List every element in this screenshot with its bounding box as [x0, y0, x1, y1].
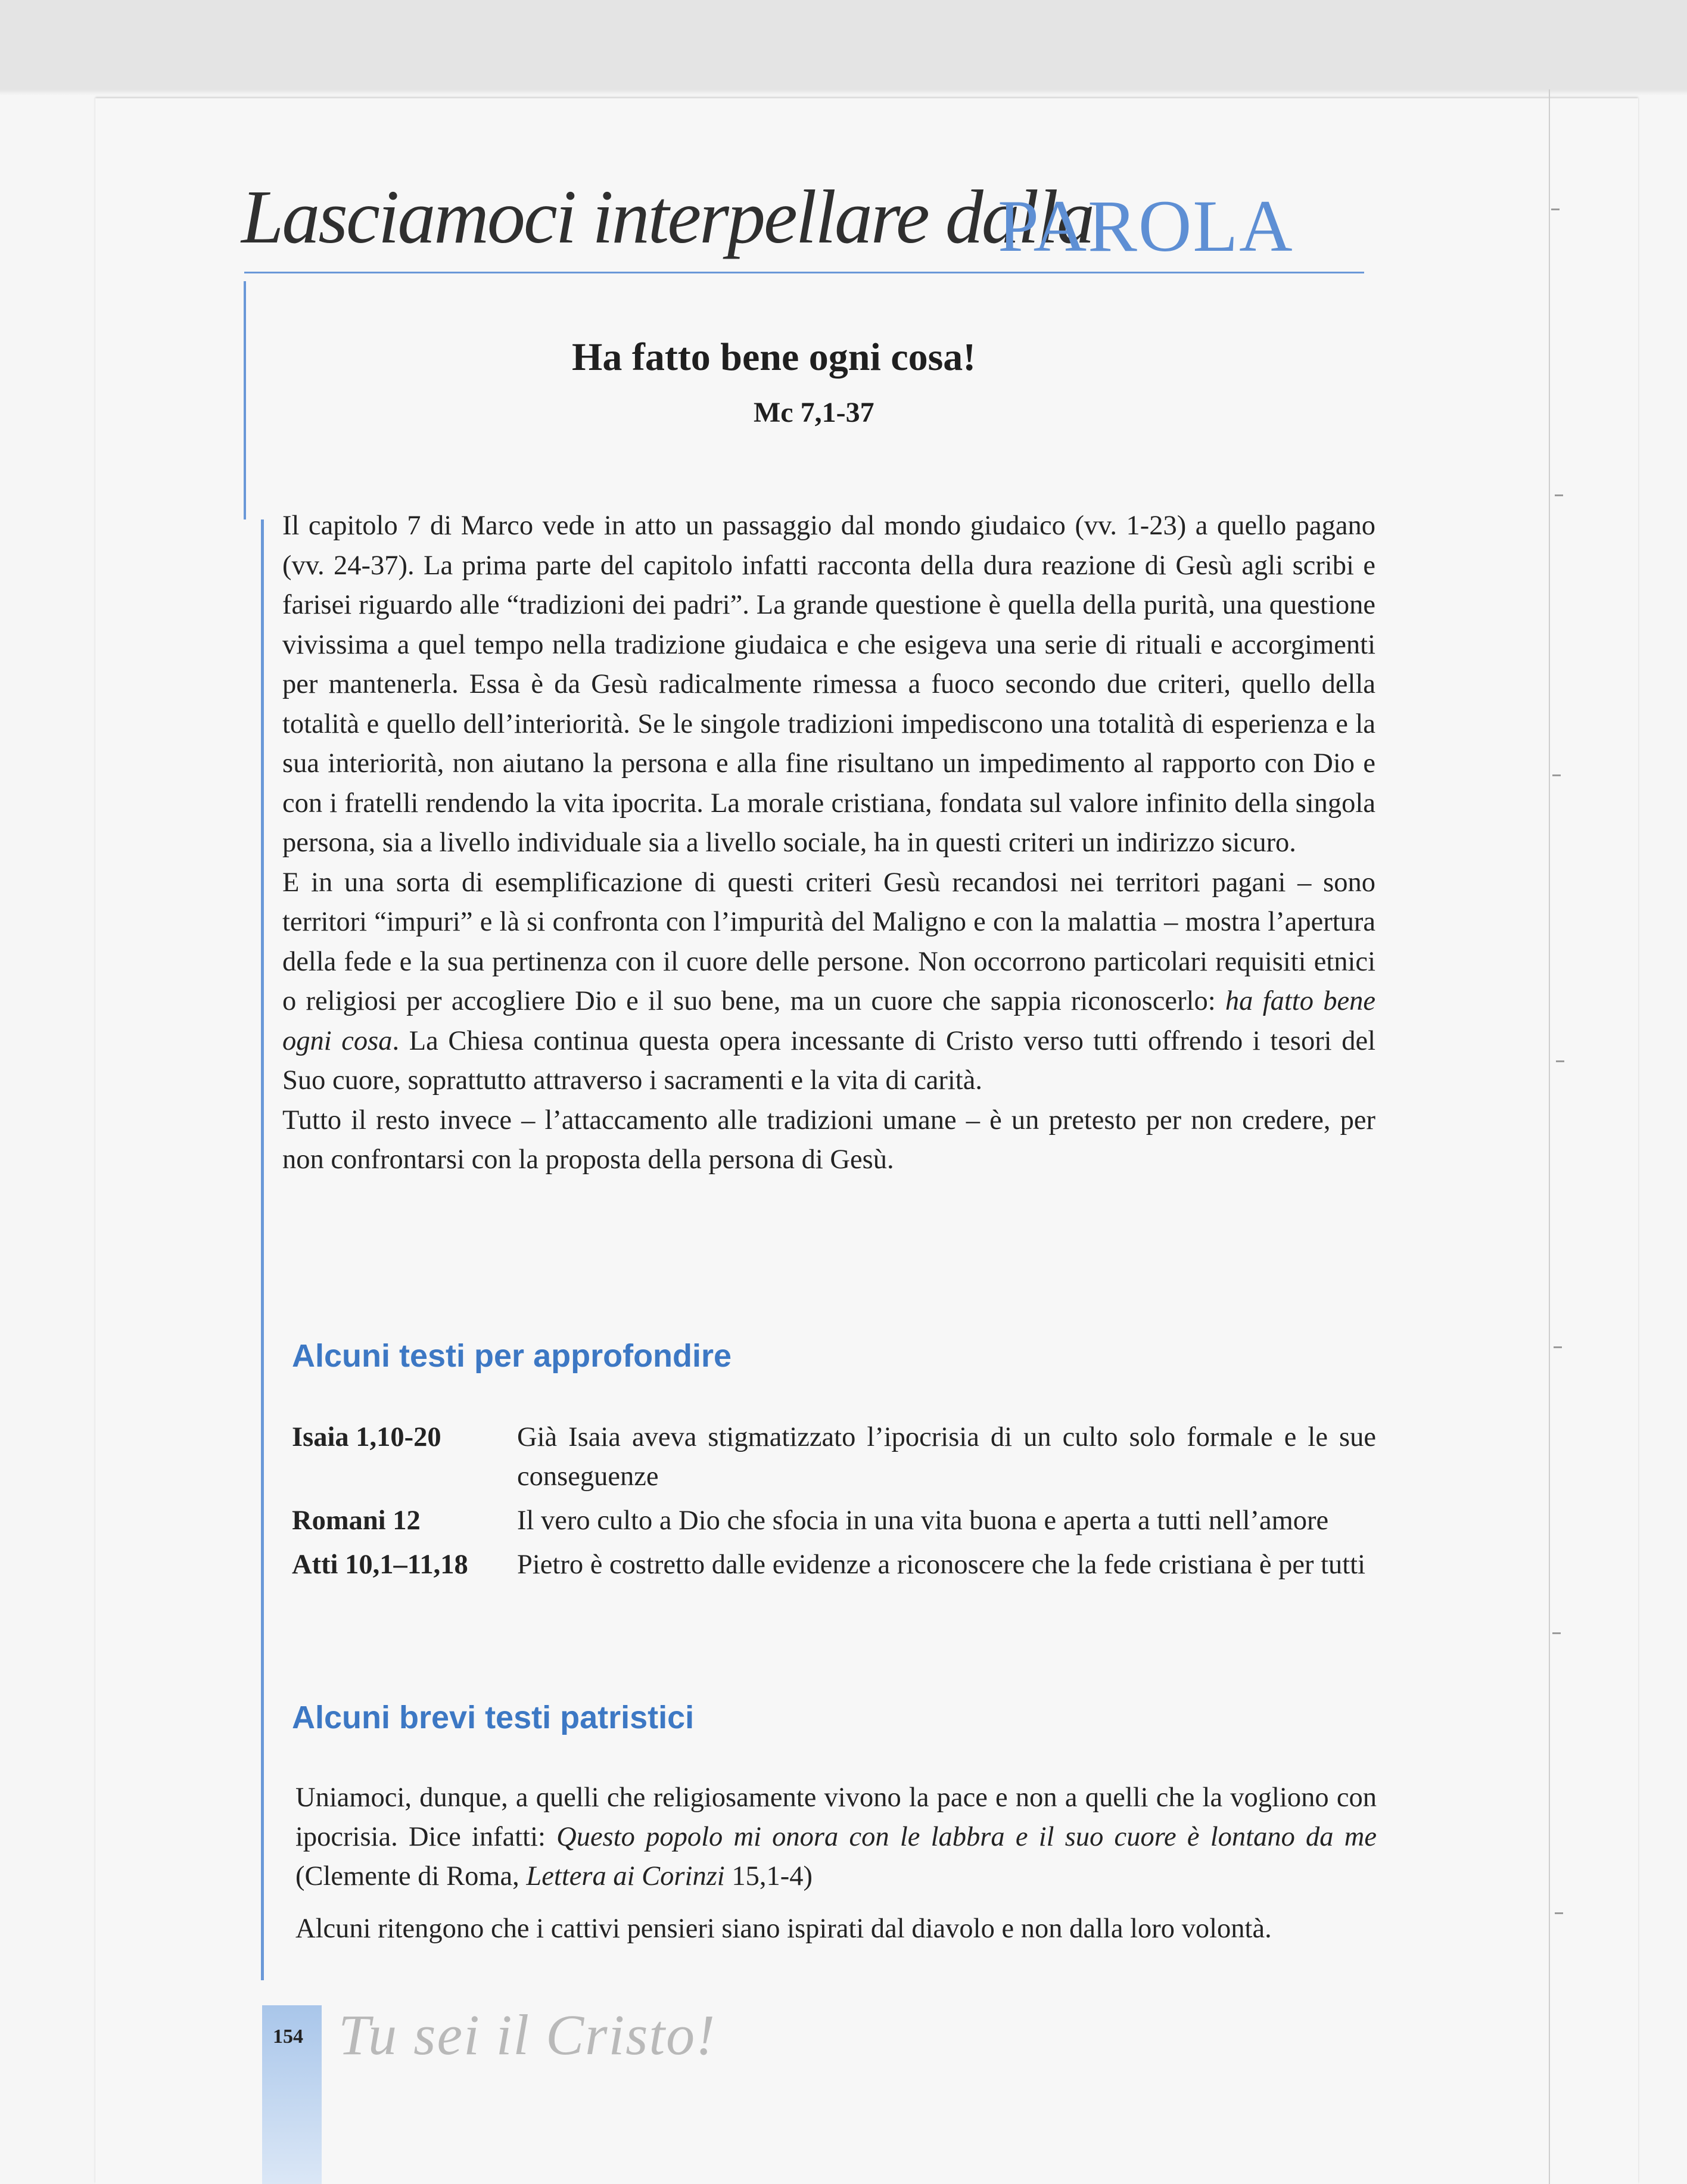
list-item [292, 1501, 1376, 1541]
quote-italic: Questo popolo mi onora con le labbra e il suo cuore è lontano da me [556, 1822, 1377, 1852]
running-title: Tu sei il Cristo! [338, 2003, 717, 2067]
edge-mark [1551, 209, 1560, 210]
paragraph-text: 15,1-4) [724, 1861, 813, 1891]
paragraph-text: . La Chiesa continua questa opera incessante di Cristo verso tutti offrendo i tesori del Suo cuore, soprattutto attraverso i sacramenti e la vita di carità. [282, 1025, 1375, 1096]
box-left-rule [261, 519, 264, 1980]
paragraph-text: Uniamoci, dunque, a quelli che religiosamente vivono la pace e non a quelli che la vogliono con ipocrisia. Dice infatti: [295, 1782, 1377, 1852]
box-left-rule-top [244, 281, 246, 519]
paragraph [295, 1778, 1377, 1896]
header-rule [244, 272, 1364, 273]
edge-mark [1555, 1912, 1563, 1914]
paragraph: Alcuni ritengono che i cattivi pensieri siano ispirati dal diavolo e non dalla loro volontà. [295, 1914, 1272, 1944]
patristic-heading: Alcuni brevi testi patristici [292, 1700, 695, 1735]
paragraph-italic-text: ha fatto bene ogni cosa [282, 986, 1375, 1056]
list-item [292, 1545, 1376, 1585]
page-right-edge [1549, 89, 1556, 2184]
edge-mark [1556, 1060, 1564, 1062]
section-header-title: Lasciamoci interpellare dalla [241, 175, 1093, 259]
edge-mark [1555, 494, 1563, 496]
reference-label: Isaia 1,10-20 [292, 1422, 441, 1452]
further-reading-heading: Alcuni testi per approfondire [292, 1338, 732, 1374]
edge-mark [1554, 1346, 1562, 1348]
article-title: Ha fatto bene ogni cosa! [572, 335, 976, 379]
article-reference: Mc 7,1-37 [754, 397, 874, 428]
reference-label: Atti 10,1–11,18 [292, 1550, 468, 1580]
section-header-emphasis: PAROLA [998, 185, 1294, 267]
article-body [282, 506, 1375, 1180]
page-number: 154 [273, 2026, 303, 2048]
paragraph: Il capitolo 7 di Marco vede in atto un passaggio dal mondo giudaico (vv. 1-23) a quello pagano (vv. 24-37). La prima parte del capitolo infatti racconta della dura reazione di Gesù agli scribi e farisei riguardo alle “tradizioni dei padri”. La grande questione è quella della purità, una questione vivissima a quel tempo nella tradizione giudaica e che esigeva una serie di rituali e accorgimenti per mantenerla. Essa è da Gesù radicalmente rimessa a fuoco secondo due criteri, quello della totalità e quello dell’interiorità. Se le singole tradizioni impediscono una totalità di esperienza e la sua interiorità, non aiutano la persona e alla fine risultano un impedimento al rapporto con Dio e con i fratelli rendendo la vita ipocrita. La morale cristiana, fondata sul valore infinito della singola persona, sia a livello individuale sia a livello sociale, ha in questi criteri un indirizzo sicuro. [282, 511, 1375, 858]
reference-description: Già Isaia aveva stigmatizzato l’ipocrisia di un culto solo formale e le sue conseguenze [517, 1422, 1376, 1492]
citation-italic: Lettera ai Corinzi [526, 1861, 725, 1891]
paragraph [282, 863, 1375, 1101]
reference-description: Pietro è costretto dalle evidenze a riconoscere che la fede cristiana è per tutti [517, 1550, 1366, 1580]
edge-mark [1552, 1632, 1561, 1634]
patristic-text [295, 1778, 1377, 1949]
paragraph: Tutto il resto invece – l’attaccamento alle tradizioni umane – è un pretesto per non credere, per non confrontarsi con la proposta della persona di Gesù. [282, 1105, 1375, 1175]
reference-description: Il vero culto a Dio che sfocia in una vita buona e aperta a tutti nell’amore [517, 1505, 1329, 1536]
paragraph-text: E in una sorta di esemplificazione di questi criteri Gesù recandosi nei territori pagani – sono territori “impuri” e là si confronta con l’impurità del Maligno e con la malattia – mostra l’apertura della fede e la sua pertinenza con il cuore delle persone. Non occorrono particolari requisiti etnici o religiosi per accogliere Dio e il suo bene, ma un cuore che sappia riconoscerlo: [282, 867, 1375, 1016]
edge-mark [1552, 774, 1561, 776]
further-reading-list [292, 1418, 1376, 1589]
paragraph-text: (Clemente di Roma, [295, 1861, 527, 1891]
list-item [292, 1418, 1376, 1497]
reference-label: Romani 12 [292, 1505, 421, 1536]
